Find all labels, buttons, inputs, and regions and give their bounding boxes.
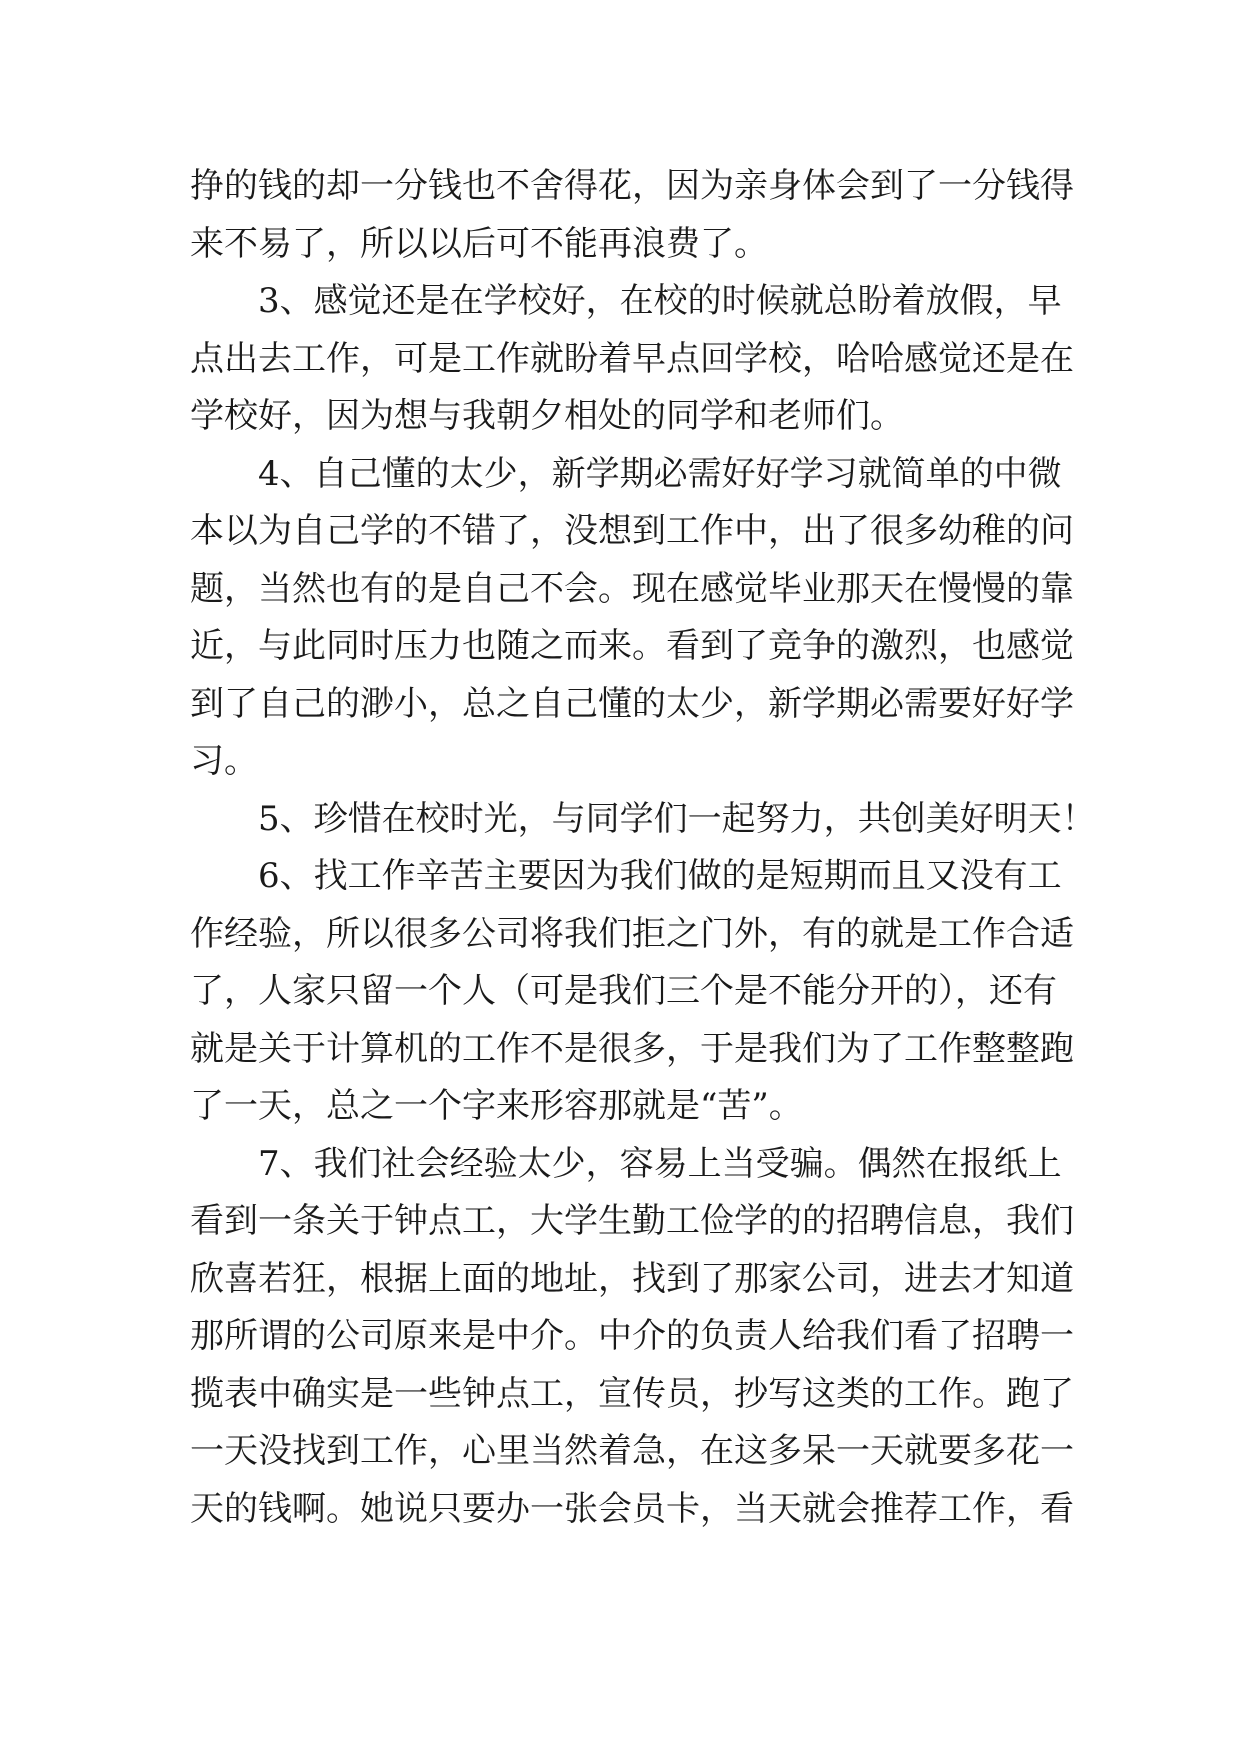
text-line: 揽表中确实是一些钟点工，宣传员，抄写这类的工作。跑了 <box>190 1373 1074 1414</box>
text-line: 习。 <box>190 741 258 781</box>
text-line: 挣的钱的却一分钱也不舍得花，因为亲身体会到了一分钱得 <box>190 166 1074 206</box>
paragraph-first-line: 3、感觉还是在学校好，在校的时候就总盼着放假，早 <box>258 281 1062 321</box>
text-line: 到了自己的渺小，总之自己懂的太少，新学期必需要好好学 <box>190 683 1074 724</box>
text-line: 点出去工作，可是工作就盼着早点回学校，哈哈感觉还是在 <box>190 338 1074 379</box>
text-line: 题，当然也有的是自己不会。现在感觉毕业那天在慢慢的靠 <box>190 568 1074 609</box>
paragraph-first-line: 6、找工作辛苦主要因为我们做的是短期而且又没有工 <box>258 856 1062 896</box>
document-body-text <box>190 158 1096 1538</box>
paragraph-first-line: 7、我们社会经验太少，容易上当受骗。偶然在报纸上 <box>258 1143 1062 1184</box>
text-line: 那所谓的公司原来是中介。中介的负责人给我们看了招聘一 <box>190 1316 1074 1356</box>
text-line: 了，人家只留一个人（可是我们三个是不能分开的），还有 <box>190 971 1057 1011</box>
text-line: 看到一条关于钟点工，大学生勤工俭学的的招聘信息，我们 <box>190 1201 1074 1241</box>
text-line: 近，与此同时压力也随之而来。看到了竞争的激烈，也感觉 <box>190 626 1074 666</box>
text-line: 本以为自己学的不错了，没想到工作中，出了很多幼稚的问 <box>190 511 1074 551</box>
text-line: 来不易了，所以以后可不能再浪费了。 <box>190 223 768 264</box>
text-line: 天的钱啊。她说只要办一张会员卡，当天就会推荐工作，看 <box>190 1488 1074 1529</box>
text-line: 了一天，总之一个字来形容那就是“苦”。 <box>190 1086 803 1126</box>
text-line: 欣喜若狂，根据上面的地址，找到了那家公司，进去才知道 <box>190 1258 1074 1299</box>
text-line: 一天没找到工作，心里当然着急，在这多呆一天就要多花一 <box>190 1431 1074 1471</box>
text-line: 就是关于计算机的工作不是很多，于是我们为了工作整整跑 <box>190 1028 1074 1069</box>
text-line: 作经验，所以很多公司将我们拒之门外，有的就是工作合适 <box>190 913 1074 954</box>
paragraph-first-line: 5、珍惜在校时光，与同学们一起努力，共创美好明天！ <box>258 798 1096 839</box>
text-line: 学校好，因为想与我朝夕相处的同学和老师们。 <box>190 396 904 436</box>
paragraph-first-line: 4、自己懂的太少，新学期必需好好学习就简单的中微 <box>258 453 1062 494</box>
